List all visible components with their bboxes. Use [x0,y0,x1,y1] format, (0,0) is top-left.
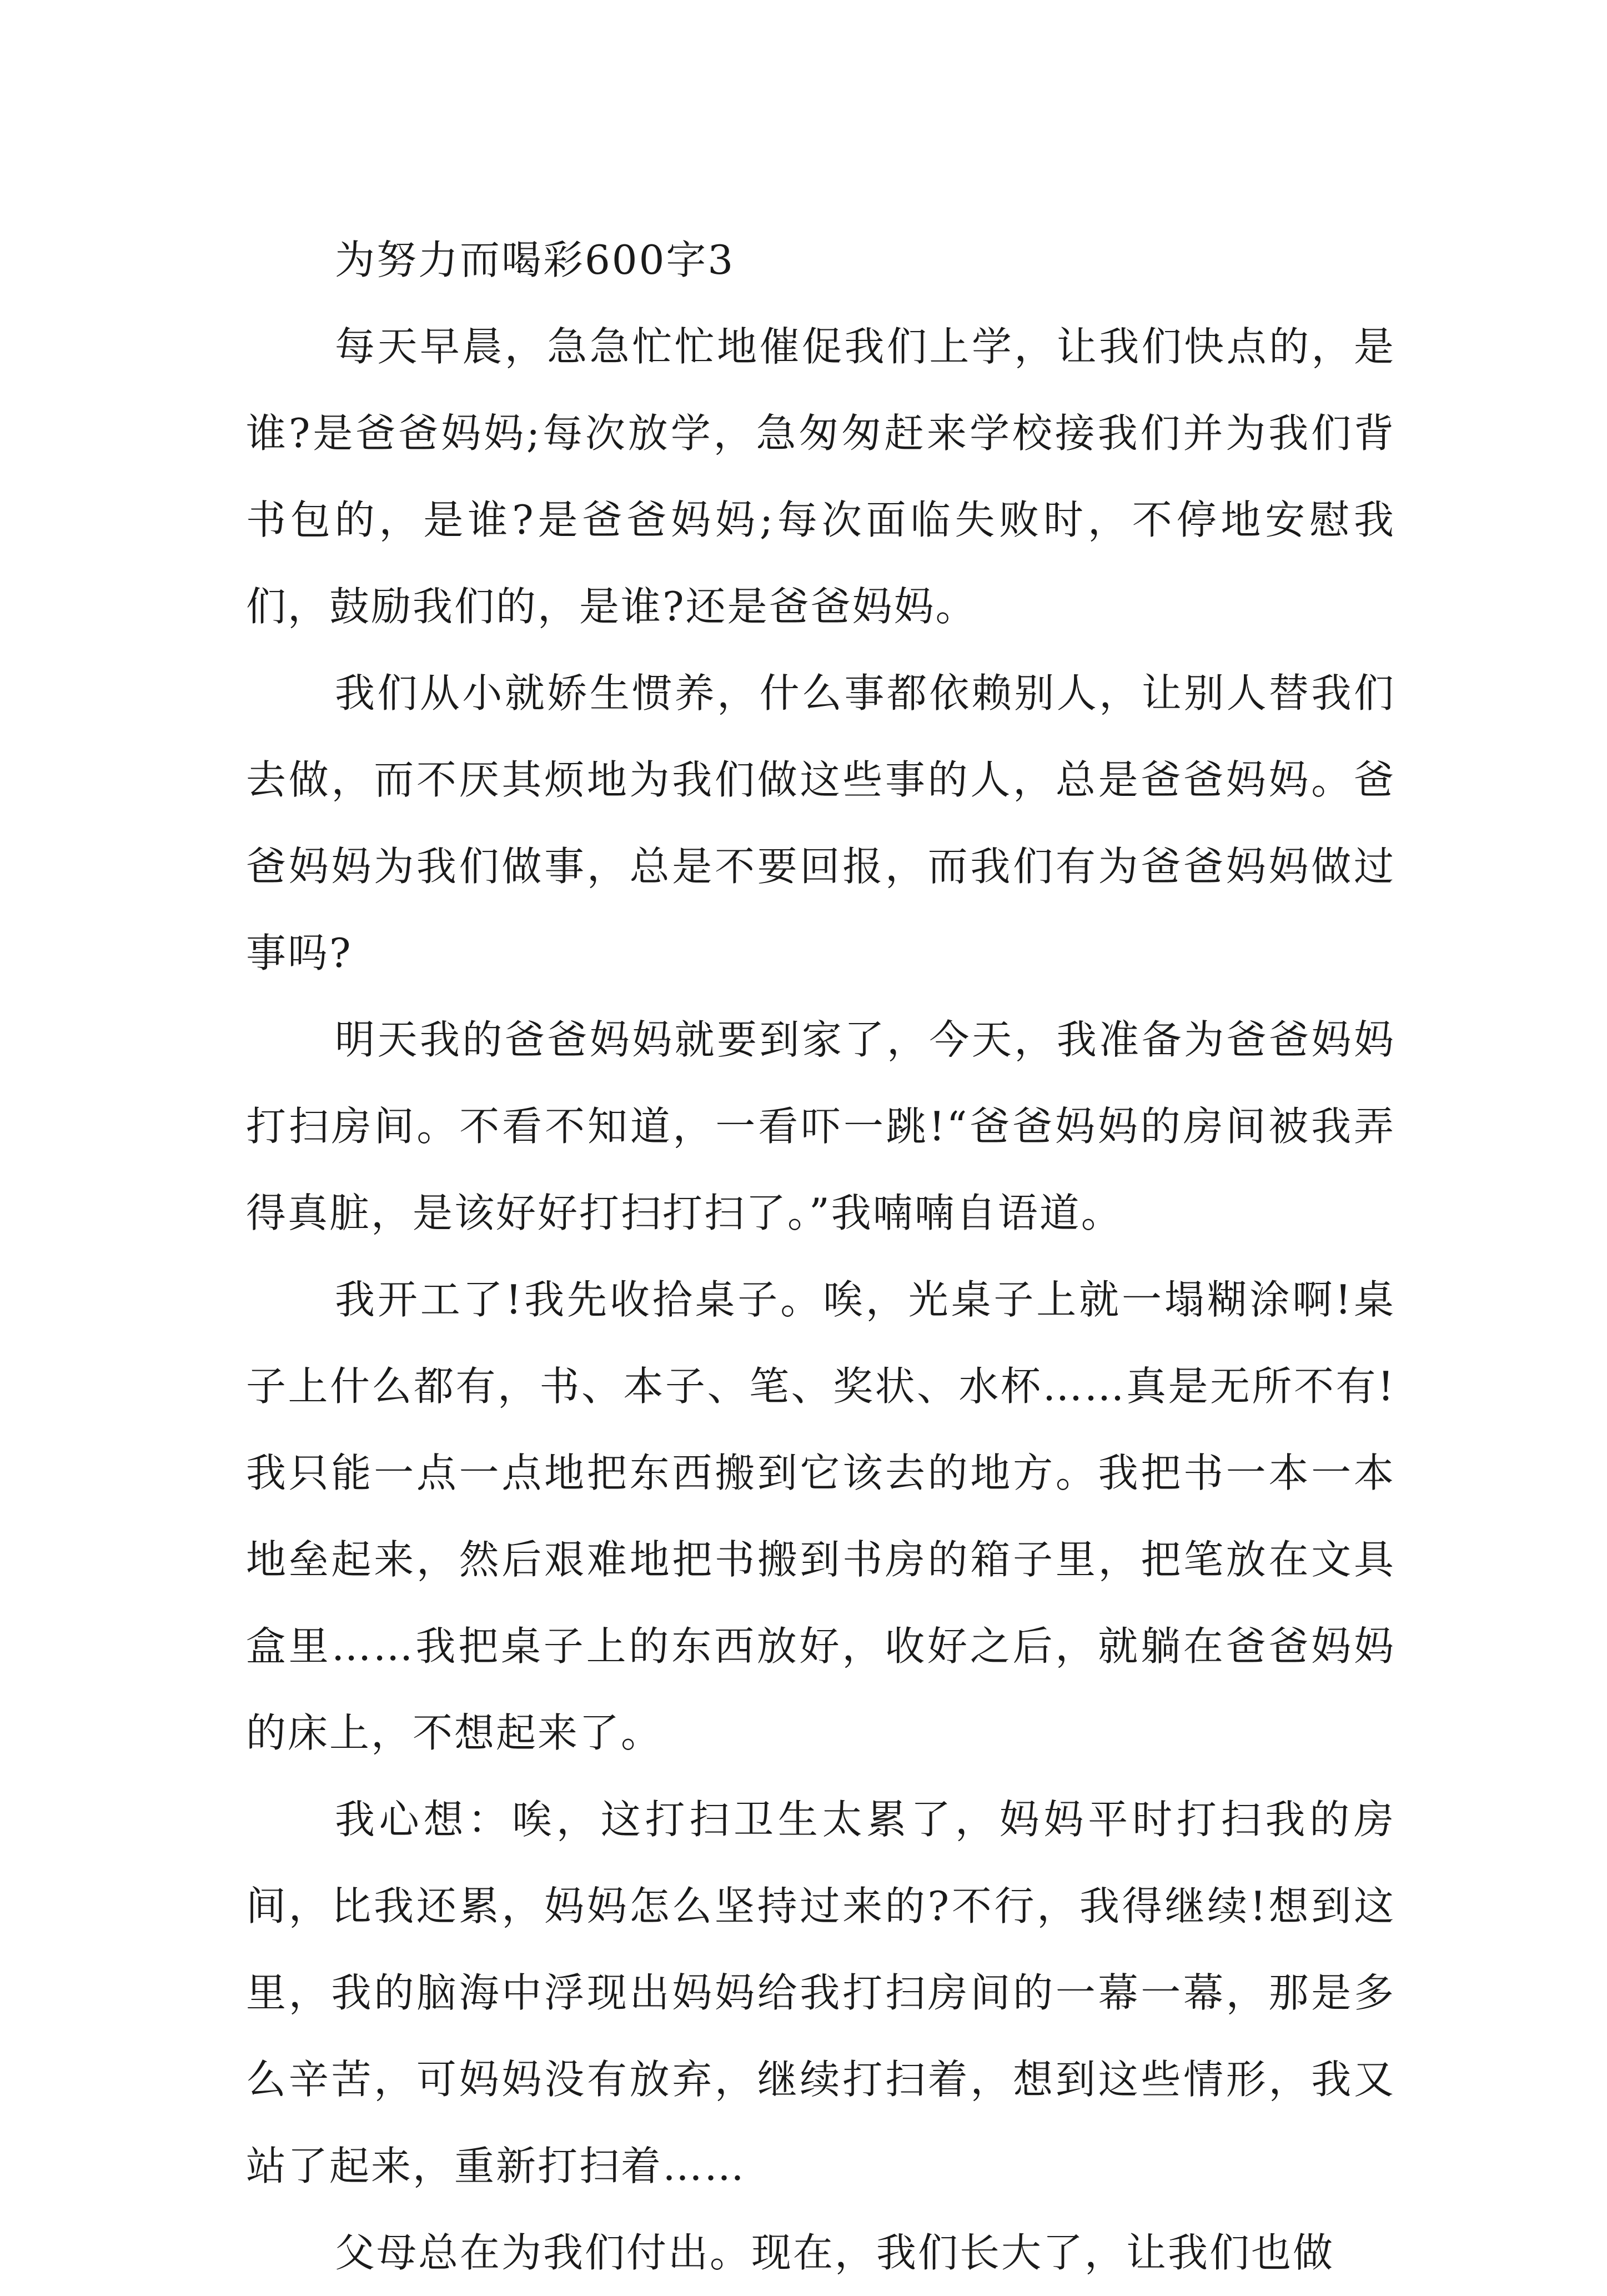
paragraph-2: 我们从小就娇生惯养，什么事都依赖别人，让别人替我们去做，而不厌其烦地为我们做这些事的人，总是爸爸妈妈。爸爸妈妈为我们做事，总是不要回报，而我们有为爸爸妈妈做过事吗? [246,670,1395,976]
paragraph-3: 明天我的爸爸妈妈就要到家了，今天，我准备为爸爸妈妈打扫房间。不看不知道，一看吓一跳!“爸爸妈妈的房间被我弄得真脏，是该好好打扫打扫了。”我喃喃自语道。 [246,1016,1395,1236]
paragraph-1: 每天早晨，急急忙忙地催促我们上学，让我们快点的，是谁?是爸爸妈妈;每次放学，急匆匆赶来学校接我们并为我们背书包的，是谁?是爸爸妈妈;每次面临失败时，不停地安慰我们，鼓励我们的，是谁?还是爸爸妈妈。 [246,323,1395,630]
paragraph-5: 我心想：唉，这打扫卫生太累了，妈妈平时打扫我的房间，比我还累，妈妈怎么坚持过来的?不行，我得继续!想到这里，我的脑海中浮现出妈妈给我打扫房间的一幕一幕，那是多么辛苦，可妈妈没有放弃，继续打扫着，想到这些情形，我又站了起来，重新打扫着…… [246,1796,1395,2189]
paragraph-6: 父母总在为我们付出。现在，我们长大了，让我们也做 [335,2229,1335,2276]
paragraph-4: 我开工了!我先收拾桌子。唉，光桌子上就一塌糊涂啊!桌子上什么都有，书、本子、笔、奖状、水杯……真是无所不有!我只能一点一点地把东西搬到它该去的地方。我把书一本一本地垒起来，然后艰难地把书搬到书房的箱子里，把笔放在文具盒里……我把桌子上的东西放好，收好之后，就躺在爸爸妈妈的床上，不想起来了。 [246,1276,1395,1756]
document-title: 为努力而喝彩600字3 [335,237,735,283]
document-body [246,217,1395,2296]
